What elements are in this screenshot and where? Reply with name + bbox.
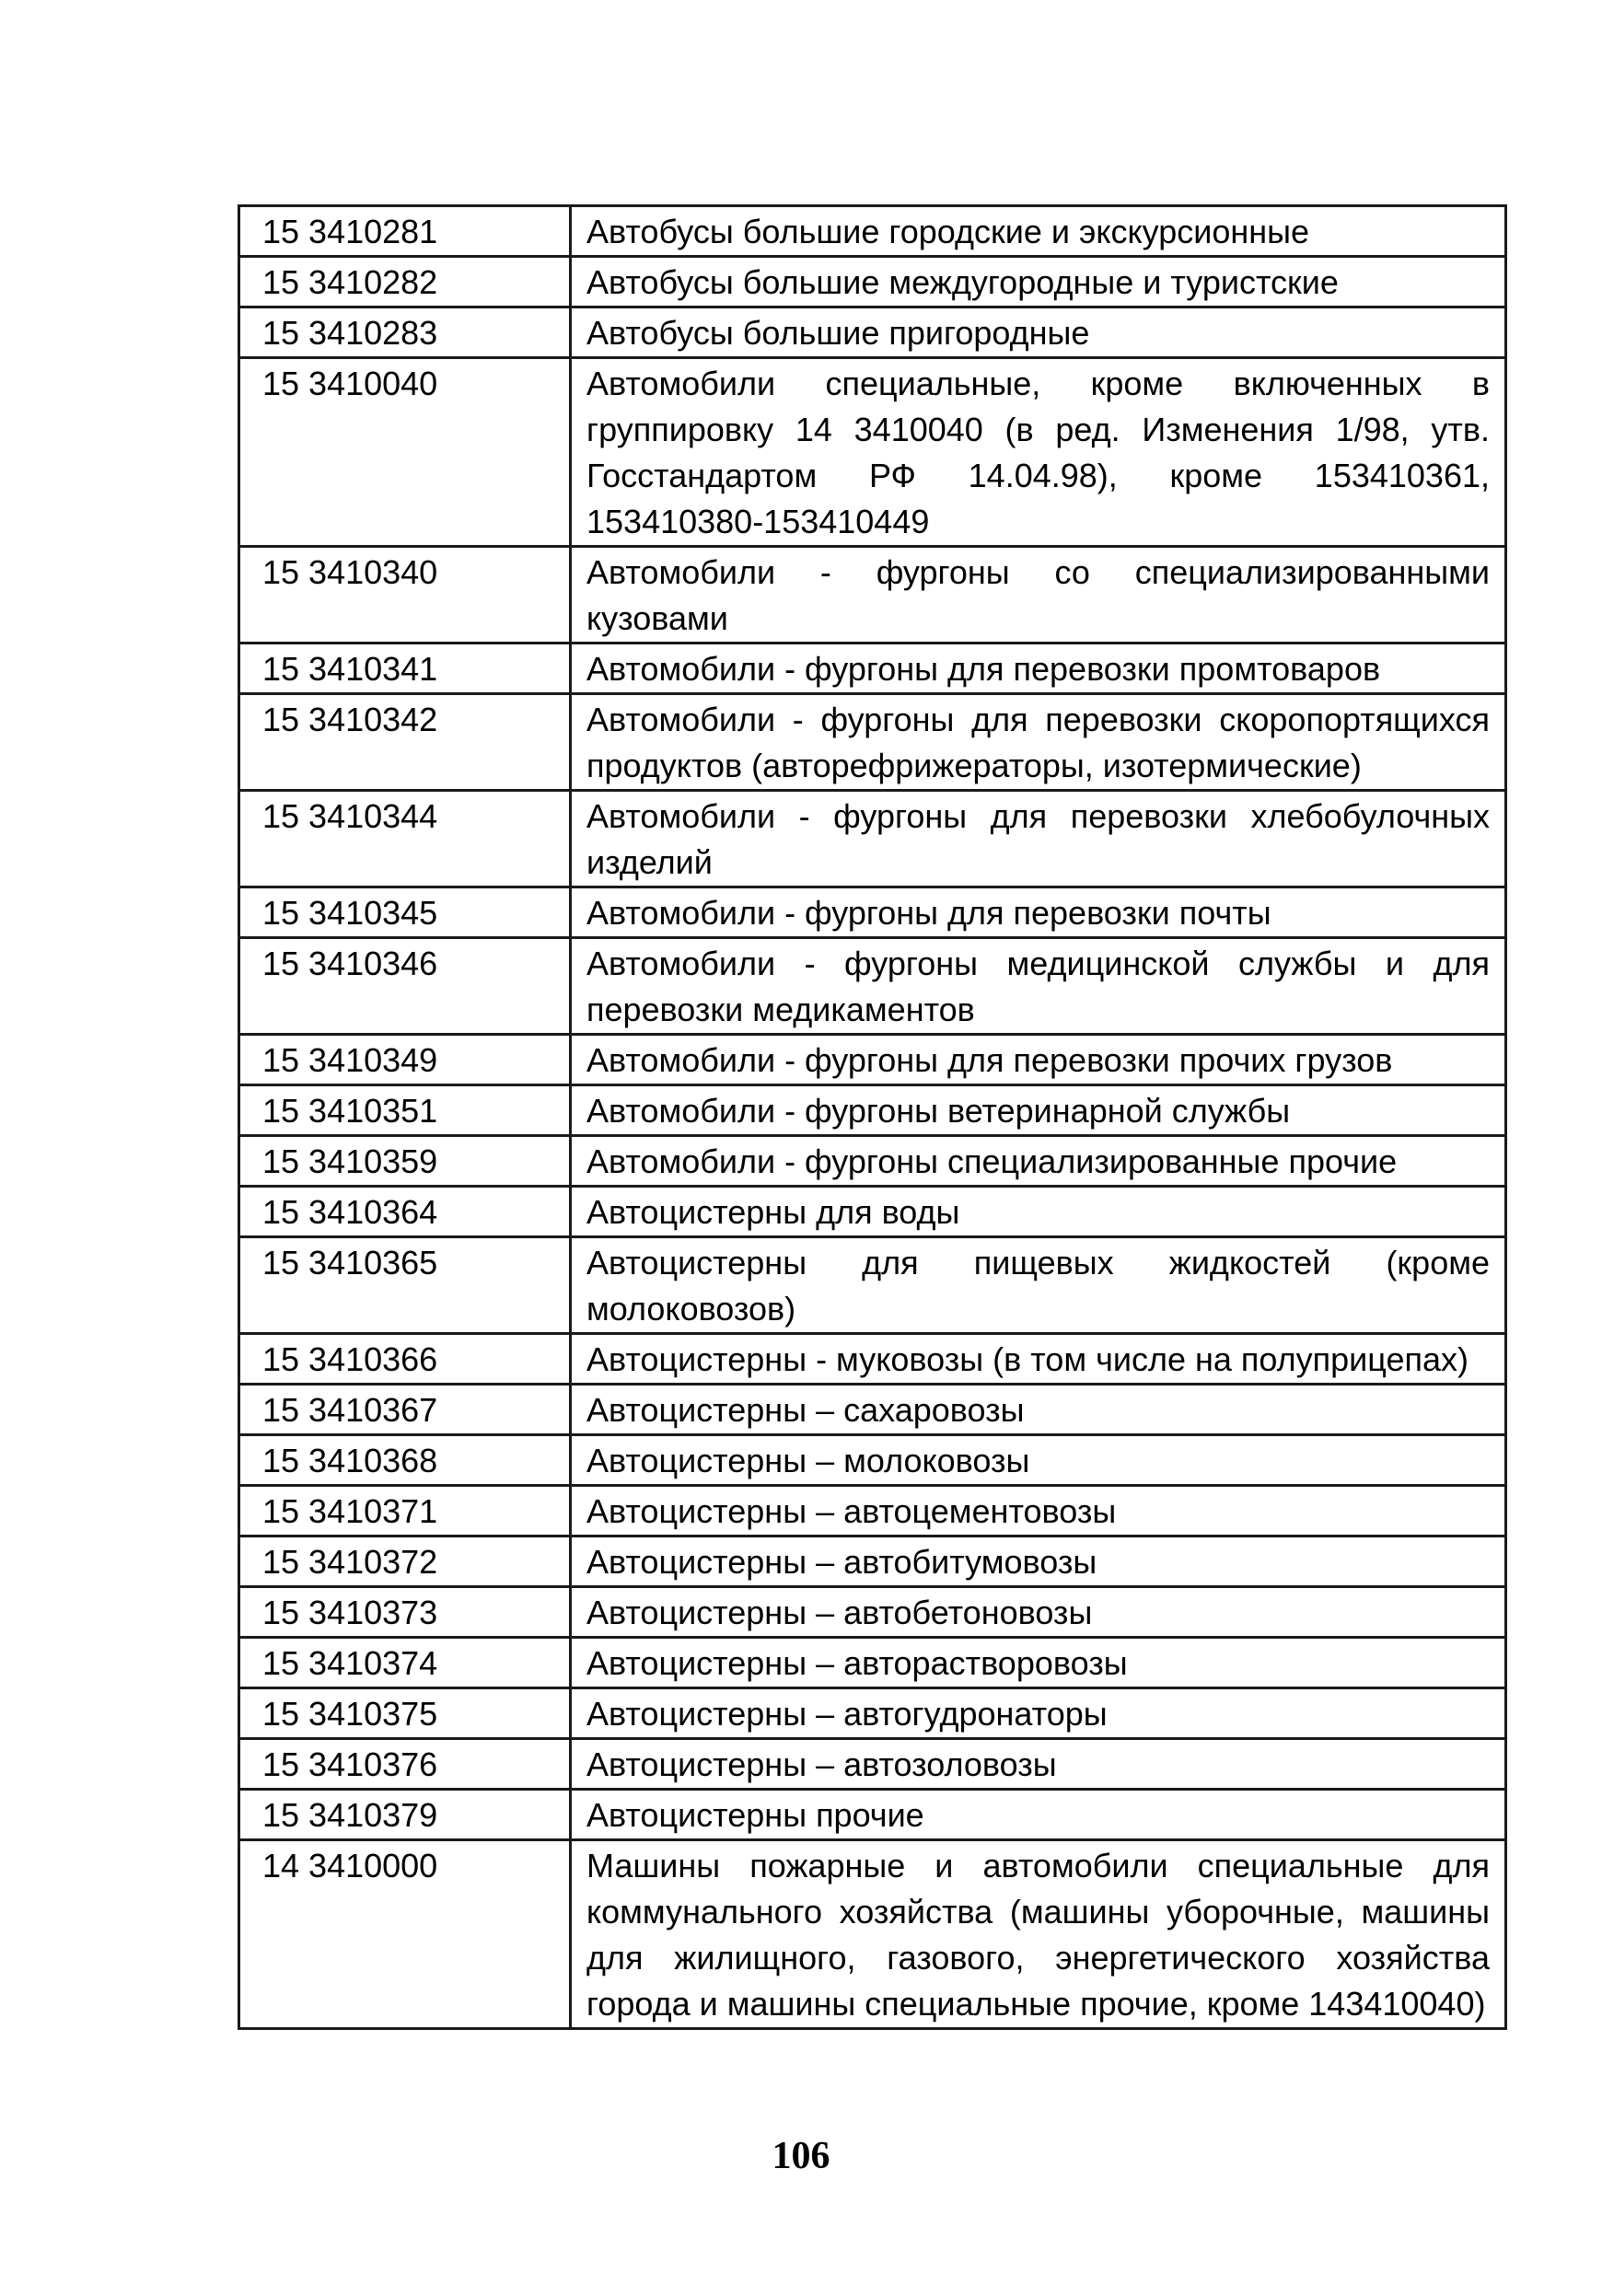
- table-body: [239, 206, 1506, 2029]
- table-row: [239, 547, 1506, 644]
- row-code: 15 3410349: [239, 1035, 571, 1085]
- table-row: [239, 1587, 1506, 1638]
- row-code: 15 3410344: [239, 791, 571, 887]
- row-code: 15 3410364: [239, 1187, 571, 1237]
- table-row: [239, 1237, 1506, 1334]
- classification-table: [238, 204, 1507, 2030]
- row-code: 15 3410283: [239, 307, 571, 358]
- row-name: Автоцистерны – автоцементовозы: [571, 1486, 1506, 1536]
- row-code: 15 3410281: [239, 206, 571, 257]
- row-code: 15 3410040: [239, 358, 571, 547]
- table-row: [239, 1385, 1506, 1435]
- row-code: 14 3410000: [239, 1840, 571, 2029]
- row-code: 15 3410372: [239, 1536, 571, 1587]
- row-name: Автоцистерны – автобитумовозы: [571, 1536, 1506, 1587]
- row-name: Автоцистерны для пищевых жидкостей (кроме молоковозов): [571, 1237, 1506, 1334]
- row-code: 15 3410368: [239, 1435, 571, 1486]
- table-row: [239, 887, 1506, 938]
- table-row: [239, 1334, 1506, 1385]
- row-code: 15 3410365: [239, 1237, 571, 1334]
- row-name: Автоцистерны – авторастворовозы: [571, 1638, 1506, 1688]
- row-name: Машины пожарные и автомобили специальные для коммунального хозяйства (машины уборочные, машины для жилищного, газового, энергетического хозяйства города и машины специальные прочие, кроме 143410040): [571, 1840, 1506, 2029]
- row-code: 15 3410375: [239, 1688, 571, 1739]
- row-name: Автомобили - фургоны для перевозки промтоваров: [571, 644, 1506, 694]
- table-row: [239, 1536, 1506, 1587]
- row-name: Автоцистерны прочие: [571, 1790, 1506, 1840]
- row-name: Автобусы большие городские и экскурсионные: [571, 206, 1506, 257]
- row-name: Автоцистерны – автогудронаторы: [571, 1688, 1506, 1739]
- table-row: [239, 257, 1506, 307]
- row-name: Автомобили - фургоны медицинской службы и для перевозки медикаментов: [571, 938, 1506, 1035]
- row-name: Автомобили - фургоны для перевозки прочих грузов: [571, 1035, 1506, 1085]
- table-row: [239, 358, 1506, 547]
- table-row: [239, 1136, 1506, 1187]
- row-name: Автомобили - фургоны со специализированными кузовами: [571, 547, 1506, 644]
- row-code: 15 3410345: [239, 887, 571, 938]
- table-row: [239, 1187, 1506, 1237]
- row-code: 15 3410359: [239, 1136, 571, 1187]
- row-name: Автомобили - фургоны для перевозки хлебобулочных изделий: [571, 791, 1506, 887]
- row-name: Автоцистерны для воды: [571, 1187, 1506, 1237]
- row-name: Автобусы большие междугородные и туристские: [571, 257, 1506, 307]
- table-row: [239, 938, 1506, 1035]
- table-row: [239, 1035, 1506, 1085]
- row-code: 15 3410371: [239, 1486, 571, 1536]
- table-row: [239, 1638, 1506, 1688]
- table-row: [239, 307, 1506, 358]
- row-name: Автомобили - фургоны ветеринарной службы: [571, 1085, 1506, 1136]
- table-row: [239, 1486, 1506, 1536]
- table-row: [239, 1739, 1506, 1790]
- table-row: [239, 644, 1506, 694]
- row-code: 15 3410282: [239, 257, 571, 307]
- row-code: 15 3410379: [239, 1790, 571, 1840]
- row-code: 15 3410366: [239, 1334, 571, 1385]
- row-name: Автоцистерны - муковозы (в том числе на полуприцепах): [571, 1334, 1506, 1385]
- table-row: [239, 791, 1506, 887]
- row-code: 15 3410376: [239, 1739, 571, 1790]
- row-code: 15 3410373: [239, 1587, 571, 1638]
- row-code: 15 3410367: [239, 1385, 571, 1435]
- row-name: Автомобили специальные, кроме включенных в группировку 14 3410040 (в ред. Изменения 1/98, утв. Госстандартом РФ 14.04.98), кроме 153410361, 153410380-153410449: [571, 358, 1506, 547]
- row-code: 15 3410346: [239, 938, 571, 1035]
- table-row: [239, 1085, 1506, 1136]
- row-name: Автоцистерны – молоковозы: [571, 1435, 1506, 1486]
- table-row: [239, 1688, 1506, 1739]
- row-code: 15 3410340: [239, 547, 571, 644]
- row-code: 15 3410351: [239, 1085, 571, 1136]
- row-name: Автоцистерны – сахаровозы: [571, 1385, 1506, 1435]
- table-row: [239, 1840, 1506, 2029]
- row-code: 15 3410374: [239, 1638, 571, 1688]
- table-row: [239, 1435, 1506, 1486]
- page-number: 106: [772, 2135, 830, 2177]
- row-name: Автобусы большие пригородные: [571, 307, 1506, 358]
- row-name: Автомобили - фургоны для перевозки почты: [571, 887, 1506, 938]
- table-row: [239, 694, 1506, 791]
- row-name: Автоцистерны – автобетоновозы: [571, 1587, 1506, 1638]
- row-code: 15 3410341: [239, 644, 571, 694]
- row-name: Автомобили - фургоны специализированные прочие: [571, 1136, 1506, 1187]
- row-name: Автоцистерны – автозоловозы: [571, 1739, 1506, 1790]
- row-code: 15 3410342: [239, 694, 571, 791]
- table-row: [239, 1790, 1506, 1840]
- table-row: [239, 206, 1506, 257]
- row-name: Автомобили - фургоны для перевозки скоропортящихся продуктов (авторефрижераторы, изотермические): [571, 694, 1506, 791]
